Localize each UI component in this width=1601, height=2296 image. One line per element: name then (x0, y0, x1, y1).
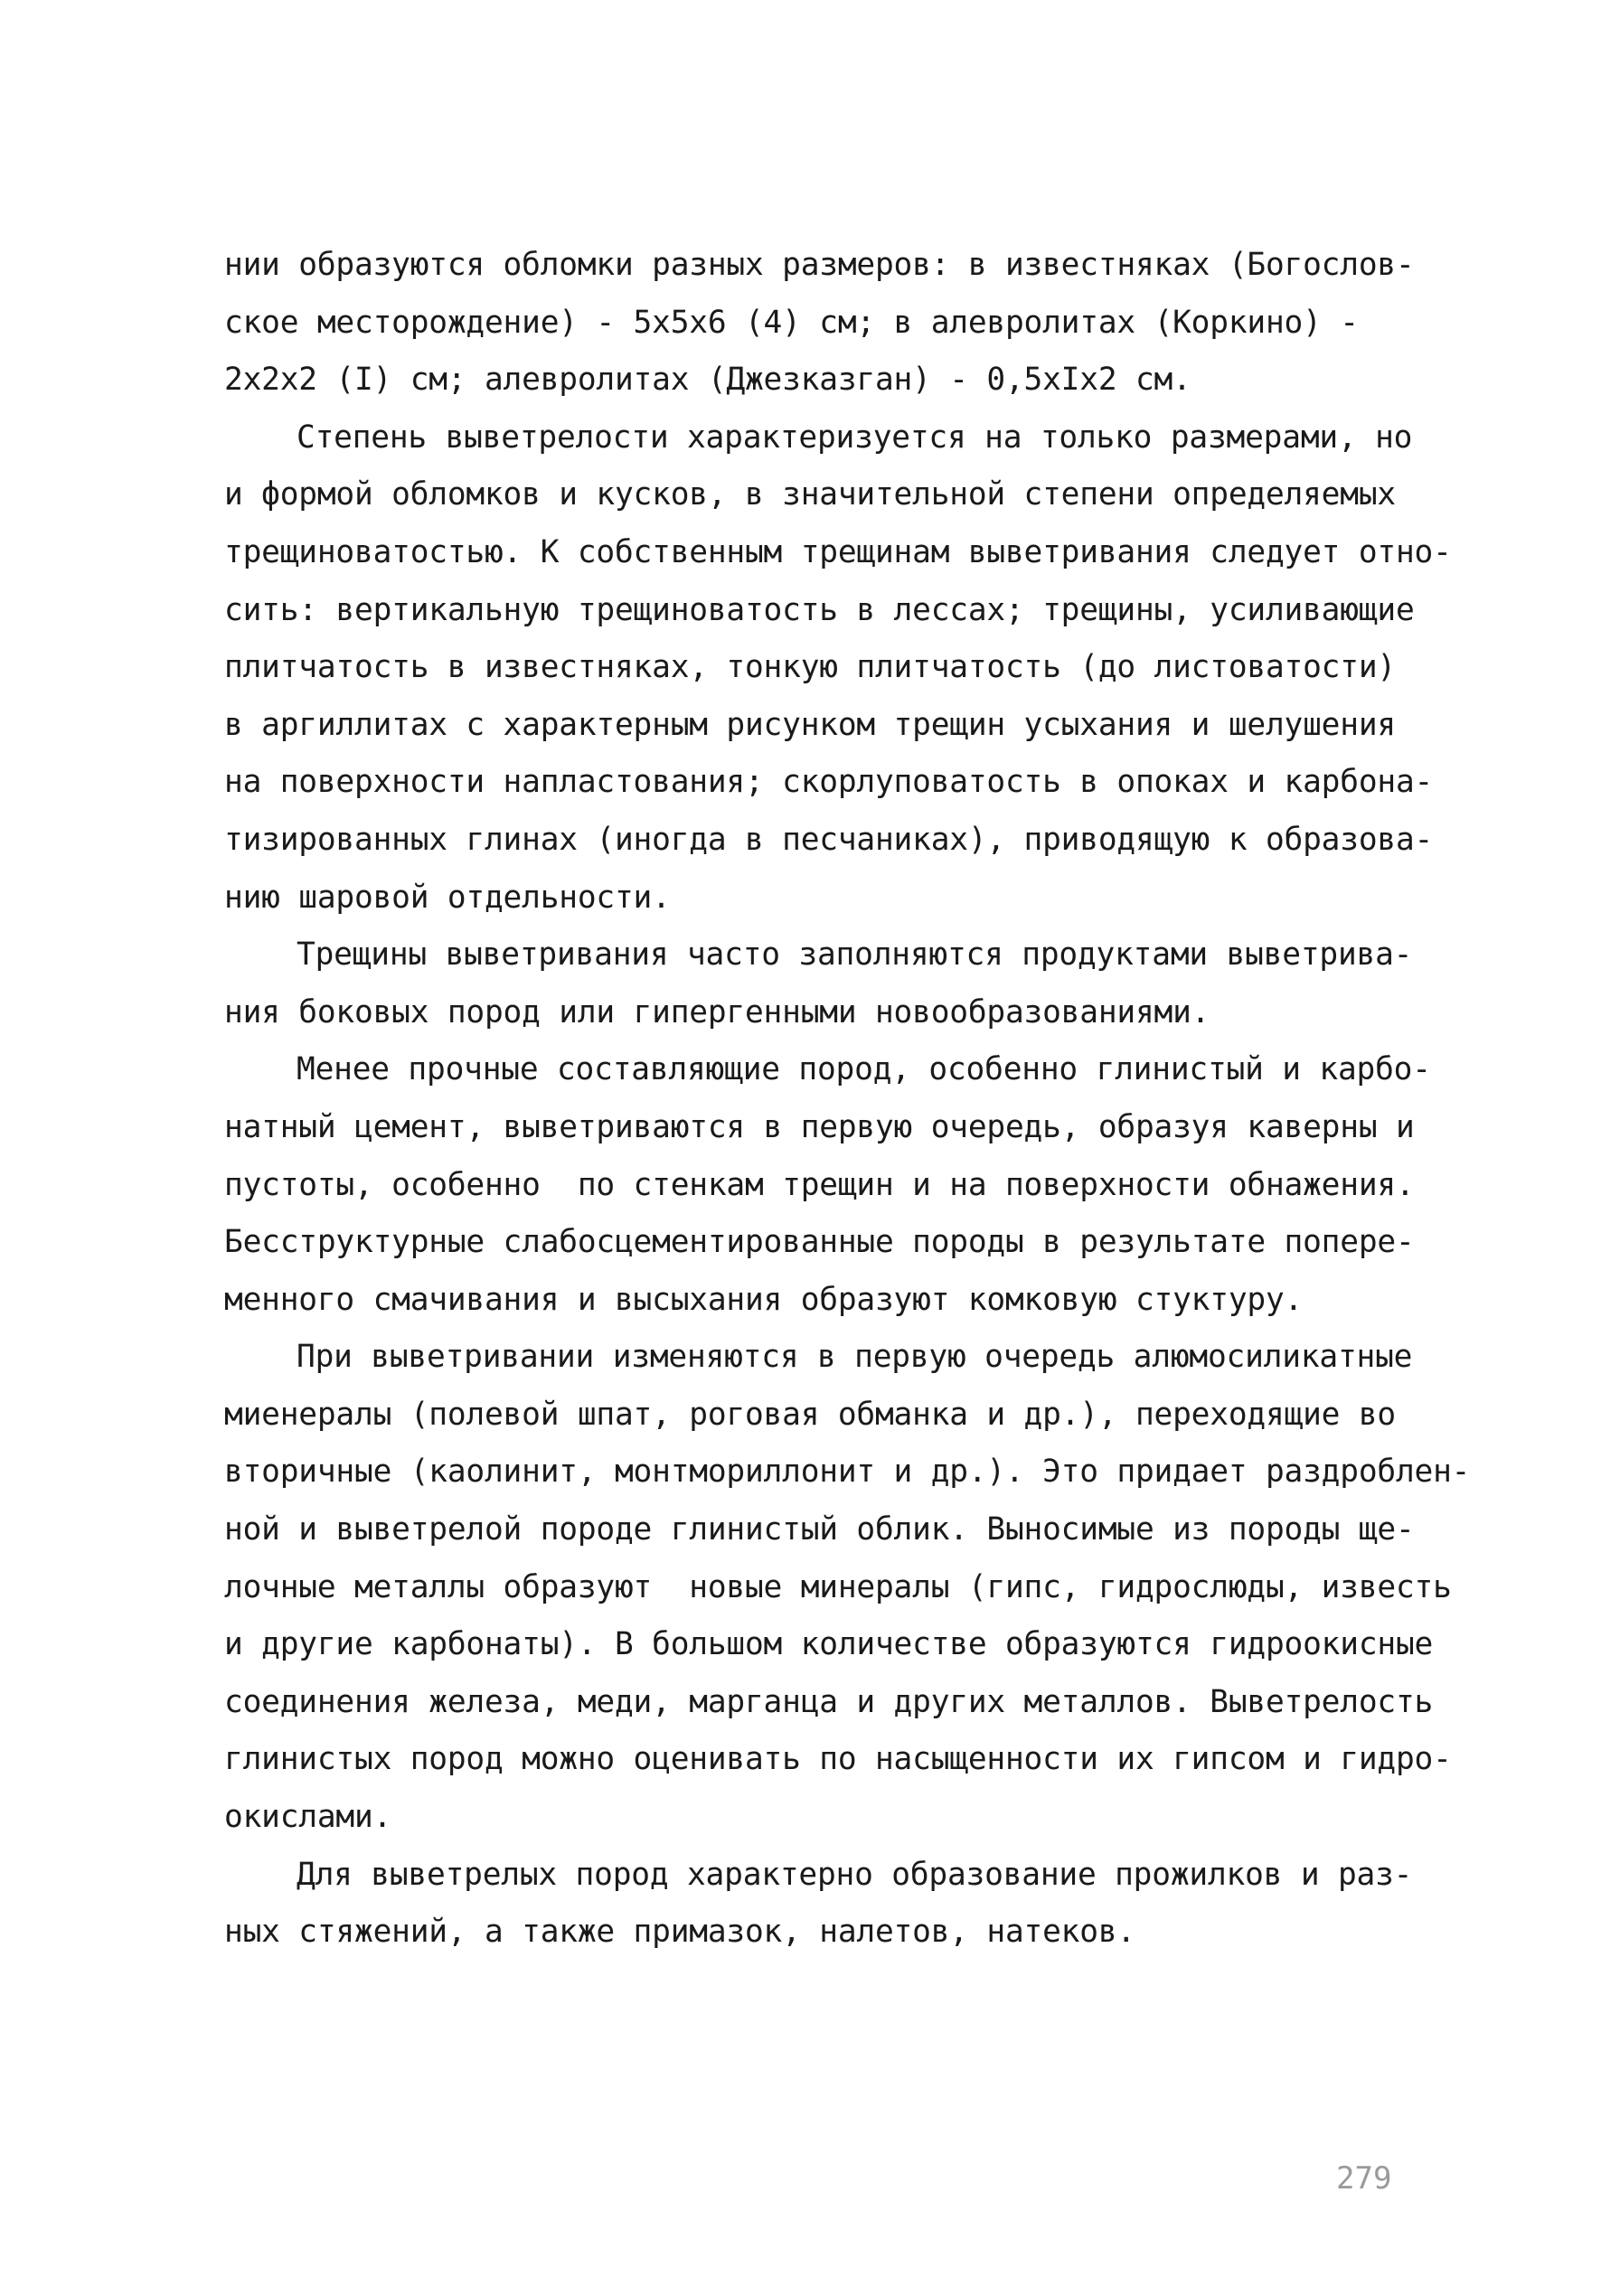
text-line: Бесструктурные слабосцементированные породы в результате попере- (224, 1224, 1415, 1261)
text-line: 2х2х2 (I) см; алевролитах (Джезказган) - 0,5хIх2 см. (224, 362, 1191, 399)
text-line: в аргиллитах с характерным рисунком трещин усыхания и шелушения (224, 706, 1396, 743)
text-line: миенералы (полевой шпат, роговая обманка и др.), переходящие во (224, 1396, 1396, 1433)
text-line: ское месторождение) - 5х5х6 (4) см; в алевролитах (Коркино) - (224, 304, 1359, 341)
text-line: нии образуются обломки разных размеров: в известняках (Богослов- (224, 247, 1415, 283)
page-number: 279 (1336, 2160, 1392, 2197)
text-line: пустоты, особенно по стенкам трещин и на поверхности обнажения. (224, 1166, 1415, 1203)
text-line: и другие карбонаты). В большом количестве образуются гидроокисные (224, 1626, 1434, 1663)
paragraph-first-line: Менее прочные составляющие пород, особенно глинистый и карбо- (297, 1051, 1431, 1088)
paragraph-first-line: Для выветрелых пород характерно образование прожилков и раз- (297, 1856, 1413, 1893)
text-line: окислами. (224, 1799, 392, 1836)
text-line: вторичные (каолинит, монтмориллонит и др.). Это придает раздроблен- (224, 1454, 1471, 1491)
text-line: сить: вертикальную трещиноватость в лессах; трещины, усиливающие (224, 591, 1415, 628)
paragraph-first-line: При выветривании изменяются в первую очередь алюмосиликатные (297, 1339, 1413, 1376)
paragraph-first-line: Степень выветрелости характеризуется на только размерами, но (297, 419, 1413, 456)
text-line: лочные металлы образуют новые минералы (гипс, гидрослюды, известь (224, 1568, 1452, 1605)
text-line: глинистых пород можно оценивать по насыщенности их гипсом и гидро- (224, 1741, 1452, 1778)
text-line: тизированных глинах (иногда в песчаниках), приводящую к образова- (224, 821, 1434, 858)
text-line: ния боковых пород или гипергенными новообразованиями. (224, 993, 1210, 1030)
text-line: натный цемент, выветриваются в первую очередь, образуя каверны и (224, 1108, 1415, 1145)
text-line: ной и выветрелой породе глинистый облик. Выносимые из породы ще- (224, 1511, 1415, 1548)
text-line: и формой обломков и кусков, в значительной степени определяемых (224, 476, 1396, 513)
text-line: трещиноватостью. К собственным трещинам выветривания следует отно- (224, 533, 1452, 570)
text-line: плитчатость в известняках, тонкую плитчатость (до листоватости) (224, 649, 1396, 686)
text-line: менного смачивания и высыхания образуют комковую стуктуру. (224, 1281, 1304, 1318)
text-line: ных стяжений, а также примазок, налетов, натеков. (224, 1914, 1135, 1951)
document-body (224, 237, 1471, 1962)
text-line: соединения железа, меди, марганца и других металлов. Выветрелость (224, 1683, 1434, 1720)
paragraph-first-line: Трещины выветривания часто заполняются продуктами выветрива- (297, 936, 1413, 974)
text-line: нию шаровой отдельности. (224, 879, 671, 916)
text-line: на поверхности напластования; скорлуповатость в опоках и карбона- (224, 764, 1434, 801)
